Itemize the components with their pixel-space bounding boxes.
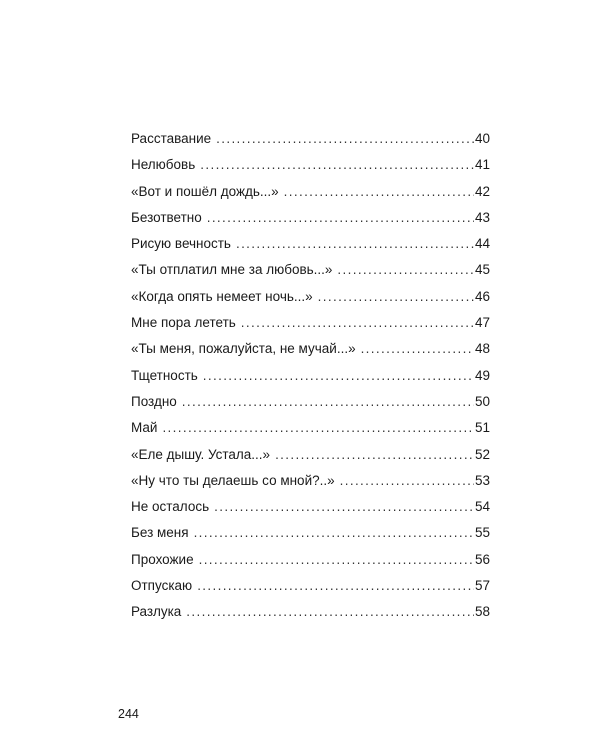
toc-entry-title: Расставание xyxy=(131,131,212,146)
toc-entry-page: 40 xyxy=(474,131,490,146)
toc-entry-title: Поздно xyxy=(131,393,177,409)
toc-entry-page: 57 xyxy=(474,578,490,594)
toc-entry xyxy=(131,468,490,494)
toc-entry xyxy=(131,573,490,599)
toc-dot-leader xyxy=(194,520,474,546)
toc-entry xyxy=(131,152,490,178)
table-of-contents xyxy=(131,126,490,626)
toc-entry xyxy=(131,284,490,310)
toc-entry-title: «Ну что ты делаешь со мной?..» xyxy=(131,472,335,488)
toc-entry-title: Без меня xyxy=(131,525,189,541)
toc-entry-page: 48 xyxy=(474,341,490,357)
toc-dot-leader xyxy=(203,363,474,389)
toc-entry-page: 55 xyxy=(474,525,490,541)
toc-entry xyxy=(131,442,490,468)
toc-entry-page: 44 xyxy=(474,236,490,252)
toc-entry-title: Безответно xyxy=(131,209,202,225)
toc-entry-page: 53 xyxy=(474,472,490,488)
toc-entry-page: 41 xyxy=(474,157,490,173)
toc-entry xyxy=(131,520,490,546)
toc-entry xyxy=(131,389,490,415)
toc-entry xyxy=(131,599,490,625)
toc-entry xyxy=(131,415,490,441)
toc-dot-leader xyxy=(284,179,474,205)
toc-entry xyxy=(131,363,490,389)
toc-dot-leader xyxy=(337,257,474,283)
toc-entry xyxy=(131,179,490,205)
toc-entry xyxy=(131,205,490,231)
toc-entry-page: 54 xyxy=(474,499,490,515)
page-number: 244 xyxy=(118,707,139,721)
toc-entry-page: 51 xyxy=(474,420,490,436)
toc-dot-leader xyxy=(162,415,474,441)
toc-dot-leader xyxy=(214,494,474,520)
toc-dot-leader xyxy=(318,284,474,310)
toc-entry-page: 45 xyxy=(474,262,490,278)
toc-entry-page: 47 xyxy=(474,315,490,331)
toc-dot-leader xyxy=(200,152,474,178)
toc-entry xyxy=(131,231,490,257)
toc-dot-leader xyxy=(236,231,474,257)
toc-dot-leader xyxy=(361,336,474,362)
toc-entry-title: Рисую вечность xyxy=(131,236,231,252)
toc-entry-title: Разлука xyxy=(131,604,182,620)
toc-dot-leader xyxy=(216,126,474,152)
toc-entry-title: Не осталось xyxy=(131,499,210,515)
toc-entry-page: 46 xyxy=(474,288,490,304)
toc-entry-title: Отпускаю xyxy=(131,578,193,594)
toc-entry-page: 42 xyxy=(474,183,490,199)
toc-entry-title: Май xyxy=(131,420,158,436)
toc-dot-leader xyxy=(241,310,474,336)
toc-dot-leader xyxy=(182,389,474,415)
toc-entry-page: 58 xyxy=(474,604,490,620)
toc-entry-title: «Вот и пошёл дождь...» xyxy=(131,183,279,199)
toc-dot-leader xyxy=(199,547,474,573)
toc-entry xyxy=(131,257,490,283)
toc-entry xyxy=(131,547,490,573)
toc-dot-leader xyxy=(340,468,474,494)
toc-entry-page: 49 xyxy=(474,367,490,383)
toc-entry-page: 50 xyxy=(474,393,490,409)
toc-entry-page: 52 xyxy=(474,446,490,462)
toc-entry-title: Мне пора лететь xyxy=(131,315,236,331)
toc-entry xyxy=(131,494,490,520)
toc-dot-leader xyxy=(197,573,474,599)
toc-entry-title: «Ты меня, пожалуйста, не мучай...» xyxy=(131,341,356,357)
toc-entry-page: 56 xyxy=(474,551,490,567)
toc-entry-title: «Когда опять немеет ночь...» xyxy=(131,288,313,304)
toc-entry-title: Прохожие xyxy=(131,551,194,567)
toc-entry-title: «Еле дышу. Устала...» xyxy=(131,446,271,462)
toc-dot-leader xyxy=(207,205,474,231)
toc-dot-leader xyxy=(186,599,474,625)
toc-entry-page: 43 xyxy=(474,209,490,225)
toc-entry-title: «Ты отплатил мне за любовь...» xyxy=(131,262,333,278)
toc-entry xyxy=(131,126,490,152)
toc-entry xyxy=(131,310,490,336)
toc-entry xyxy=(131,336,490,362)
toc-dot-leader xyxy=(275,442,474,468)
toc-entry-title: Тщетность xyxy=(131,367,198,383)
toc-entry-title: Нелюбовь xyxy=(131,157,196,173)
